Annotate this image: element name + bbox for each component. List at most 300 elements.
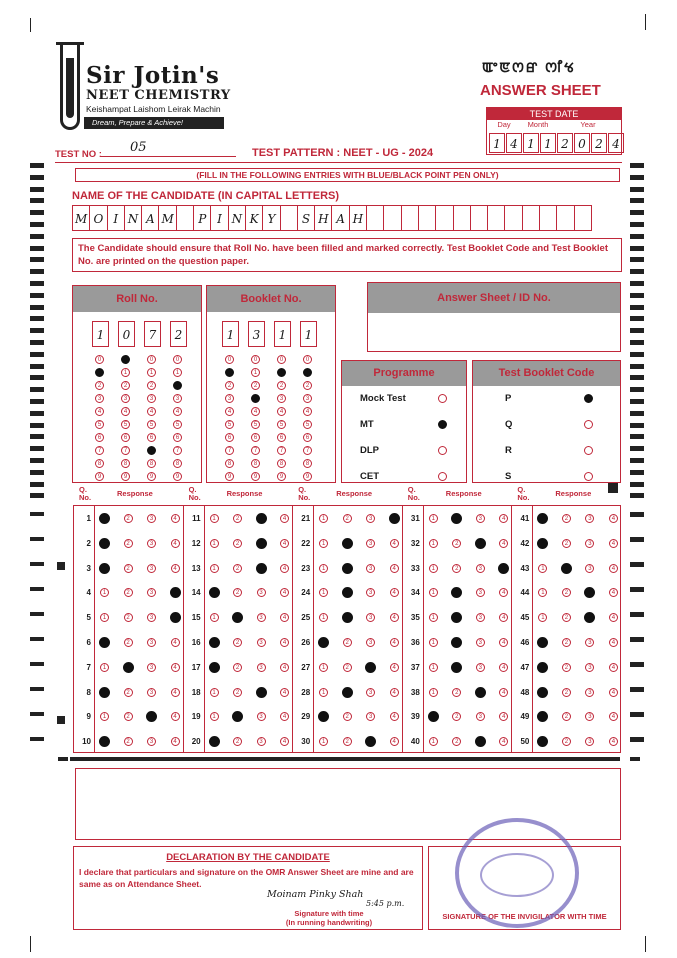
test-date-digit[interactable]: 1 — [523, 133, 539, 153]
answer-bubble[interactable]: 2 — [124, 712, 133, 721]
answer-bubble[interactable]: 2 — [451, 587, 462, 598]
digit-bubble[interactable]: 6 — [251, 433, 260, 442]
answer-bubble[interactable]: 1 — [429, 737, 438, 746]
answer-bubble[interactable]: 1 — [209, 662, 220, 673]
answer-bubble[interactable]: 3 — [476, 514, 485, 523]
answer-bubble[interactable]: 1 — [100, 613, 109, 622]
answer-bubble[interactable]: 4 — [280, 613, 289, 622]
name-letter-cell[interactable]: M — [158, 205, 176, 231]
answer-bubble[interactable]: 1 — [429, 514, 438, 523]
answer-bubble[interactable]: 3 — [366, 638, 375, 647]
answer-bubble[interactable]: 1 — [537, 637, 548, 648]
answer-bubble[interactable]: 4 — [280, 712, 289, 721]
answer-bubble[interactable]: 4 — [171, 712, 180, 721]
answer-bubble[interactable]: 3 — [476, 564, 485, 573]
digit-bubble[interactable]: 5 — [303, 420, 312, 429]
answer-bubble[interactable]: 4 — [609, 688, 618, 697]
answer-bubble[interactable]: 2 — [452, 539, 461, 548]
digit-bubble[interactable]: 6 — [303, 433, 312, 442]
answer-bubble[interactable]: 2 — [233, 737, 242, 746]
answer-bubble[interactable]: 2 — [562, 638, 571, 647]
digit-bubble[interactable]: 7 — [277, 446, 286, 455]
test-no-field[interactable]: 05 — [100, 140, 236, 157]
answer-bubble[interactable]: 3 — [476, 712, 485, 721]
digit-bubble[interactable]: 1 — [147, 368, 156, 377]
answer-bubble[interactable]: 1 — [537, 736, 548, 747]
answer-bubble[interactable]: 4 — [499, 712, 508, 721]
programme-option-bubble[interactable] — [438, 394, 447, 403]
digit-bubble[interactable]: 9 — [121, 472, 130, 481]
answer-bubble[interactable]: 1 — [100, 663, 109, 672]
answer-bubble[interactable]: 2 — [562, 514, 571, 523]
digit-box[interactable]: 2 — [170, 321, 187, 347]
answer-bubble[interactable]: 2 — [343, 663, 352, 672]
answer-bubble[interactable]: 1 — [319, 688, 328, 697]
name-letter-cell[interactable] — [470, 205, 488, 231]
answer-bubble[interactable]: 3 — [366, 688, 375, 697]
answer-bubble[interactable]: 2 — [124, 514, 133, 523]
digit-bubble[interactable]: 5 — [95, 420, 104, 429]
name-letter-cell[interactable]: N — [228, 205, 246, 231]
booklet-code-option-bubble[interactable] — [584, 420, 593, 429]
digit-bubble[interactable]: 2 — [277, 381, 286, 390]
digit-bubble[interactable]: 9 — [147, 472, 156, 481]
digit-bubble[interactable]: 3 — [251, 394, 260, 403]
test-date-digit[interactable]: 1 — [489, 133, 505, 153]
digit-bubble[interactable]: 7 — [251, 446, 260, 455]
answer-bubble[interactable]: 4 — [609, 663, 618, 672]
digit-bubble[interactable]: 1 — [121, 368, 130, 377]
digit-bubble[interactable]: 0 — [225, 355, 234, 364]
answer-bubble[interactable]: 2 — [343, 638, 352, 647]
answer-bubble[interactable]: 4 — [609, 514, 618, 523]
answer-bubble[interactable]: 1 — [319, 564, 328, 573]
name-letter-cell[interactable] — [574, 205, 592, 231]
digit-bubble[interactable]: 4 — [147, 407, 156, 416]
name-letter-cell[interactable] — [556, 205, 574, 231]
digit-bubble[interactable]: 1 — [95, 368, 104, 377]
digit-bubble[interactable]: 5 — [277, 420, 286, 429]
answer-bubble[interactable]: 2 — [562, 613, 571, 622]
answer-sheet-id-field[interactable] — [368, 313, 620, 351]
answer-bubble[interactable]: 3 — [475, 687, 486, 698]
answer-bubble[interactable]: 1 — [537, 687, 548, 698]
answer-bubble[interactable]: 4 — [171, 539, 180, 548]
digit-bubble[interactable]: 0 — [277, 355, 286, 364]
answer-bubble[interactable]: 2 — [451, 637, 462, 648]
answer-bubble[interactable]: 3 — [585, 688, 594, 697]
answer-bubble[interactable]: 3 — [366, 514, 375, 523]
answer-bubble[interactable]: 1 — [209, 637, 220, 648]
answer-bubble[interactable]: 3 — [365, 736, 376, 747]
answer-bubble[interactable]: 4 — [280, 688, 289, 697]
digit-box[interactable]: 0 — [118, 321, 135, 347]
answer-bubble[interactable]: 3 — [585, 514, 594, 523]
digit-box[interactable]: 1 — [300, 321, 317, 347]
answer-bubble[interactable]: 1 — [429, 638, 438, 647]
name-letter-cell[interactable]: A — [141, 205, 159, 231]
test-date-digit[interactable]: 2 — [557, 133, 573, 153]
digit-bubble[interactable]: 0 — [95, 355, 104, 364]
digit-bubble[interactable]: 7 — [121, 446, 130, 455]
digit-bubble[interactable]: 8 — [95, 459, 104, 468]
answer-bubble[interactable]: 2 — [562, 712, 571, 721]
answer-bubble[interactable]: 3 — [256, 538, 267, 549]
answer-bubble[interactable]: 4 — [280, 539, 289, 548]
roll-no-digits[interactable] — [92, 321, 187, 347]
digit-bubble[interactable]: 6 — [147, 433, 156, 442]
answer-bubble[interactable]: 1 — [429, 588, 438, 597]
answer-bubble[interactable]: 4 — [280, 737, 289, 746]
answer-bubble[interactable]: 2 — [124, 613, 133, 622]
name-letter-cell[interactable]: N — [124, 205, 142, 231]
answer-bubble[interactable]: 1 — [429, 539, 438, 548]
digit-bubble[interactable]: 6 — [225, 433, 234, 442]
answer-bubble[interactable]: 4 — [390, 712, 399, 721]
digit-bubble[interactable]: 4 — [225, 407, 234, 416]
answer-bubble[interactable]: 1 — [319, 663, 328, 672]
digit-box[interactable]: 1 — [222, 321, 239, 347]
answer-bubble[interactable]: 4 — [280, 588, 289, 597]
answer-bubble[interactable]: 4 — [609, 613, 618, 622]
answer-bubble[interactable]: 1 — [100, 588, 109, 597]
answer-bubble[interactable]: 2 — [342, 587, 353, 598]
answer-bubble[interactable]: 1 — [99, 513, 110, 524]
answer-bubble[interactable]: 1 — [428, 711, 439, 722]
answer-bubble[interactable]: 3 — [147, 613, 156, 622]
name-letter-cell[interactable] — [522, 205, 540, 231]
answer-bubble[interactable]: 4 — [499, 737, 508, 746]
answer-bubble[interactable]: 3 — [147, 588, 156, 597]
answer-bubble[interactable]: 4 — [390, 588, 399, 597]
answer-bubble[interactable]: 4 — [170, 587, 181, 598]
answer-bubble[interactable]: 4 — [390, 539, 399, 548]
answer-bubble[interactable]: 2 — [452, 688, 461, 697]
answer-bubble[interactable]: 3 — [147, 737, 156, 746]
answer-bubble[interactable]: 1 — [538, 613, 547, 622]
answer-bubble[interactable]: 4 — [499, 663, 508, 672]
answer-bubble[interactable]: 4 — [390, 613, 399, 622]
answer-bubble[interactable]: 4 — [170, 612, 181, 623]
answer-bubble[interactable]: 3 — [366, 564, 375, 573]
answer-bubble[interactable]: 3 — [585, 539, 594, 548]
digit-bubble[interactable]: 6 — [95, 433, 104, 442]
answer-bubble[interactable]: 3 — [257, 737, 266, 746]
name-letter-cell[interactable]: H — [314, 205, 332, 231]
test-date-digit[interactable]: 0 — [574, 133, 590, 153]
name-letter-cell[interactable] — [539, 205, 557, 231]
name-letter-cell[interactable]: A — [331, 205, 349, 231]
answer-bubble[interactable]: 2 — [562, 688, 571, 697]
answer-bubble[interactable]: 4 — [390, 737, 399, 746]
digit-bubble[interactable]: 8 — [277, 459, 286, 468]
answer-bubble[interactable]: 4 — [498, 563, 509, 574]
digit-bubble[interactable]: 5 — [173, 420, 182, 429]
name-letter-cell[interactable]: O — [89, 205, 107, 231]
answer-bubble[interactable]: 2 — [562, 539, 571, 548]
digit-bubble[interactable]: 6 — [173, 433, 182, 442]
answer-bubble[interactable]: 1 — [99, 563, 110, 574]
answer-bubble[interactable]: 1 — [99, 637, 110, 648]
answer-bubble[interactable]: 4 — [609, 712, 618, 721]
digit-bubble[interactable]: 7 — [225, 446, 234, 455]
digit-bubble[interactable]: 4 — [251, 407, 260, 416]
answer-bubble[interactable]: 4 — [499, 588, 508, 597]
answer-bubble[interactable]: 2 — [451, 612, 462, 623]
answer-bubble[interactable]: 2 — [452, 712, 461, 721]
digit-bubble[interactable]: 9 — [225, 472, 234, 481]
answer-bubble[interactable]: 2 — [562, 737, 571, 746]
answer-bubble[interactable]: 3 — [256, 563, 267, 574]
answer-bubble[interactable]: 1 — [100, 712, 109, 721]
answer-bubble[interactable]: 4 — [171, 663, 180, 672]
answer-bubble[interactable]: 4 — [499, 514, 508, 523]
answer-bubble[interactable]: 4 — [609, 588, 618, 597]
candidate-signature[interactable]: Moinam Pinky Shah — [267, 889, 364, 900]
answer-bubble[interactable]: 4 — [390, 638, 399, 647]
digit-bubble[interactable]: 2 — [225, 381, 234, 390]
answer-bubble[interactable]: 4 — [280, 663, 289, 672]
answer-bubble[interactable]: 4 — [499, 638, 508, 647]
answer-bubble[interactable]: 2 — [342, 563, 353, 574]
answer-bubble[interactable]: 1 — [210, 564, 219, 573]
answer-bubble[interactable]: 4 — [280, 514, 289, 523]
name-letter-cell[interactable] — [435, 205, 453, 231]
answer-bubble[interactable]: 1 — [210, 688, 219, 697]
digit-bubble[interactable]: 9 — [303, 472, 312, 481]
name-letter-cell[interactable] — [487, 205, 505, 231]
name-letter-cell[interactable]: I — [107, 205, 125, 231]
digit-bubble[interactable]: 5 — [121, 420, 130, 429]
answer-bubble[interactable]: 2 — [342, 538, 353, 549]
answer-bubble[interactable]: 4 — [499, 688, 508, 697]
digit-bubble[interactable]: 1 — [173, 368, 182, 377]
answer-bubble[interactable]: 2 — [343, 737, 352, 746]
digit-bubble[interactable]: 0 — [173, 355, 182, 364]
digit-bubble[interactable]: 9 — [277, 472, 286, 481]
programme-option-bubble[interactable] — [438, 472, 447, 481]
digit-bubble[interactable]: 4 — [277, 407, 286, 416]
answer-bubble[interactable]: 3 — [147, 638, 156, 647]
answer-bubble[interactable]: 2 — [452, 564, 461, 573]
name-letter-cell[interactable] — [453, 205, 471, 231]
answer-bubble[interactable]: 3 — [146, 711, 157, 722]
answer-bubble[interactable]: 3 — [476, 663, 485, 672]
answer-bubble[interactable]: 3 — [256, 687, 267, 698]
answer-bubble[interactable]: 2 — [232, 711, 243, 722]
digit-bubble[interactable]: 0 — [303, 355, 312, 364]
answer-bubble[interactable]: 1 — [99, 538, 110, 549]
answer-bubble[interactable]: 2 — [124, 539, 133, 548]
digit-bubble[interactable]: 8 — [303, 459, 312, 468]
digit-bubble[interactable]: 6 — [277, 433, 286, 442]
answer-bubble[interactable]: 1 — [537, 513, 548, 524]
answer-bubble[interactable]: 2 — [342, 687, 353, 698]
digit-bubble[interactable]: 0 — [121, 355, 130, 364]
answer-bubble[interactable]: 4 — [280, 638, 289, 647]
digit-bubble[interactable]: 7 — [147, 446, 156, 455]
answer-bubble[interactable]: 2 — [123, 662, 134, 673]
digit-bubble[interactable]: 3 — [95, 394, 104, 403]
digit-bubble[interactable]: 3 — [277, 394, 286, 403]
answer-bubble[interactable]: 1 — [318, 711, 329, 722]
answer-bubble[interactable]: 3 — [584, 612, 595, 623]
answer-bubble[interactable]: 4 — [499, 539, 508, 548]
answer-bubble[interactable]: 2 — [562, 663, 571, 672]
answer-bubble[interactable]: 2 — [343, 712, 352, 721]
answer-bubble[interactable]: 1 — [210, 712, 219, 721]
answer-bubble[interactable]: 3 — [366, 588, 375, 597]
answer-bubble[interactable]: 3 — [257, 638, 266, 647]
answer-bubble[interactable]: 1 — [537, 662, 548, 673]
name-letter-cell[interactable] — [401, 205, 419, 231]
answer-bubble[interactable]: 4 — [609, 564, 618, 573]
answer-bubble[interactable]: 2 — [343, 514, 352, 523]
digit-bubble[interactable]: 3 — [147, 394, 156, 403]
digit-box[interactable]: 1 — [92, 321, 109, 347]
digit-bubble[interactable]: 1 — [225, 368, 234, 377]
digit-bubble[interactable]: 0 — [147, 355, 156, 364]
name-letter-cell[interactable] — [280, 205, 298, 231]
answer-bubble[interactable]: 1 — [318, 637, 329, 648]
candidate-name-field[interactable] — [72, 205, 591, 231]
answer-bubble[interactable]: 2 — [124, 564, 133, 573]
answer-bubble[interactable]: 1 — [429, 663, 438, 672]
answer-bubble[interactable]: 3 — [257, 613, 266, 622]
answer-bubble[interactable]: 1 — [319, 588, 328, 597]
answer-bubble[interactable]: 2 — [561, 563, 572, 574]
answer-bubble[interactable]: 3 — [366, 613, 375, 622]
digit-bubble[interactable]: 2 — [95, 381, 104, 390]
answer-bubble[interactable]: 2 — [233, 638, 242, 647]
answer-bubble[interactable]: 2 — [233, 663, 242, 672]
answer-bubble[interactable]: 2 — [342, 612, 353, 623]
answer-bubble[interactable]: 4 — [280, 564, 289, 573]
answer-bubble[interactable]: 2 — [233, 539, 242, 548]
answer-bubble[interactable]: 3 — [365, 662, 376, 673]
answer-bubble[interactable]: 1 — [429, 688, 438, 697]
digit-bubble[interactable]: 1 — [303, 368, 312, 377]
digit-bubble[interactable]: 2 — [121, 381, 130, 390]
digit-box[interactable]: 1 — [274, 321, 291, 347]
answer-bubble[interactable]: 3 — [147, 688, 156, 697]
answer-bubble[interactable]: 1 — [209, 587, 220, 598]
digit-bubble[interactable]: 5 — [251, 420, 260, 429]
digit-bubble[interactable]: 4 — [95, 407, 104, 416]
answer-bubble[interactable]: 2 — [451, 662, 462, 673]
answer-bubble[interactable]: 4 — [609, 638, 618, 647]
answer-bubble[interactable]: 1 — [319, 514, 328, 523]
name-letter-cell[interactable] — [383, 205, 401, 231]
answer-bubble[interactable]: 1 — [538, 564, 547, 573]
digit-bubble[interactable]: 8 — [173, 459, 182, 468]
answer-bubble[interactable]: 1 — [538, 588, 547, 597]
answer-bubble[interactable]: 2 — [451, 513, 462, 524]
digit-bubble[interactable]: 2 — [173, 381, 182, 390]
answer-bubble[interactable]: 3 — [585, 663, 594, 672]
test-date-digit[interactable]: 4 — [506, 133, 522, 153]
name-letter-cell[interactable] — [366, 205, 384, 231]
answer-bubble[interactable]: 2 — [233, 514, 242, 523]
answer-bubble[interactable]: 2 — [124, 737, 133, 746]
answer-bubble[interactable]: 3 — [257, 712, 266, 721]
test-date-digit[interactable]: 2 — [591, 133, 607, 153]
answer-bubble[interactable]: 1 — [319, 737, 328, 746]
answer-bubble[interactable]: 1 — [210, 514, 219, 523]
answer-bubble[interactable]: 4 — [499, 613, 508, 622]
answer-bubble[interactable]: 2 — [233, 688, 242, 697]
answer-bubble[interactable]: 4 — [390, 688, 399, 697]
answer-bubble[interactable]: 3 — [585, 712, 594, 721]
answer-bubble[interactable]: 1 — [319, 613, 328, 622]
answer-bubble[interactable]: 2 — [452, 737, 461, 746]
answer-bubble[interactable]: 2 — [124, 638, 133, 647]
digit-bubble[interactable]: 1 — [277, 368, 286, 377]
name-letter-cell[interactable]: H — [349, 205, 367, 231]
digit-bubble[interactable]: 5 — [147, 420, 156, 429]
answer-bubble[interactable]: 4 — [390, 663, 399, 672]
test-date-digit[interactable]: 4 — [608, 133, 624, 153]
digit-bubble[interactable]: 4 — [173, 407, 182, 416]
digit-bubble[interactable]: 6 — [121, 433, 130, 442]
answer-bubble[interactable]: 4 — [171, 638, 180, 647]
answer-bubble[interactable]: 1 — [210, 613, 219, 622]
answer-bubble[interactable]: 1 — [537, 538, 548, 549]
name-letter-cell[interactable]: I — [210, 205, 228, 231]
name-letter-cell[interactable]: M — [72, 205, 90, 231]
answer-bubble[interactable]: 1 — [319, 539, 328, 548]
answer-bubble[interactable]: 3 — [585, 737, 594, 746]
digit-bubble[interactable]: 0 — [251, 355, 260, 364]
digit-bubble[interactable]: 9 — [251, 472, 260, 481]
digit-bubble[interactable]: 3 — [121, 394, 130, 403]
digit-bubble[interactable]: 8 — [225, 459, 234, 468]
answer-bubble[interactable]: 4 — [171, 564, 180, 573]
name-letter-cell[interactable]: K — [245, 205, 263, 231]
answer-bubble[interactable]: 1 — [209, 736, 220, 747]
digit-box[interactable]: 7 — [144, 321, 161, 347]
answer-bubble[interactable]: 3 — [147, 514, 156, 523]
answer-bubble[interactable]: 3 — [476, 588, 485, 597]
answer-bubble[interactable]: 1 — [429, 613, 438, 622]
test-date-digit[interactable]: 1 — [540, 133, 556, 153]
programme-option-bubble[interactable] — [438, 420, 447, 429]
digit-box[interactable]: 3 — [248, 321, 265, 347]
answer-bubble[interactable]: 3 — [475, 538, 486, 549]
digit-bubble[interactable]: 9 — [95, 472, 104, 481]
name-letter-cell[interactable]: P — [193, 205, 211, 231]
answer-bubble[interactable]: 2 — [233, 564, 242, 573]
answer-bubble[interactable]: 4 — [171, 737, 180, 746]
digit-bubble[interactable]: 7 — [303, 446, 312, 455]
answer-bubble[interactable]: 3 — [256, 513, 267, 524]
answer-bubble[interactable]: 4 — [389, 513, 400, 524]
answer-bubble[interactable]: 4 — [390, 564, 399, 573]
response-grid[interactable] — [73, 505, 621, 753]
answer-bubble[interactable]: 3 — [147, 564, 156, 573]
digit-bubble[interactable]: 1 — [251, 368, 260, 377]
name-letter-cell[interactable]: Y — [262, 205, 280, 231]
answer-bubble[interactable]: 3 — [476, 638, 485, 647]
answer-bubble[interactable]: 1 — [210, 539, 219, 548]
answer-bubble[interactable]: 2 — [233, 588, 242, 597]
digit-bubble[interactable]: 8 — [147, 459, 156, 468]
answer-bubble[interactable]: 3 — [585, 638, 594, 647]
answer-bubble[interactable]: 4 — [171, 514, 180, 523]
answer-bubble[interactable]: 2 — [124, 688, 133, 697]
programme-option-bubble[interactable] — [438, 446, 447, 455]
answer-bubble[interactable]: 3 — [476, 613, 485, 622]
